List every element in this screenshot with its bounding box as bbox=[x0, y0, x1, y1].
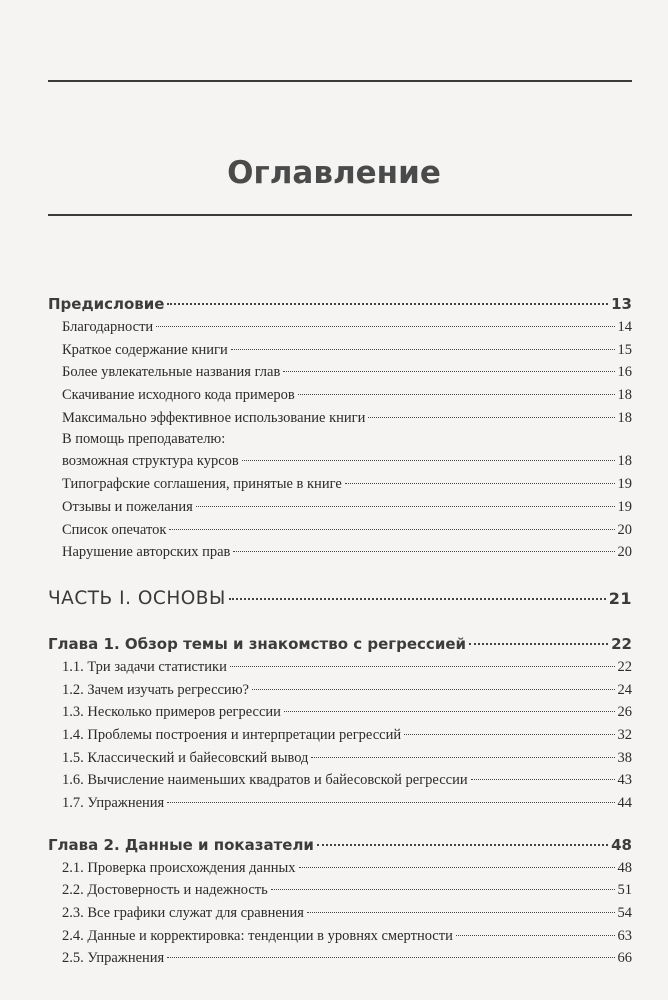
toc-entry-title: 2.2. Достоверность и надежность bbox=[62, 882, 268, 899]
toc-entry-page: 19 bbox=[617, 476, 632, 493]
toc-entry-title: ЧАСТЬ I. ОСНОВЫ bbox=[48, 587, 226, 609]
leader-dots bbox=[368, 417, 614, 418]
toc-entry[interactable] bbox=[48, 925, 632, 948]
toc-entry-title: Отзывы и пожелания bbox=[62, 498, 193, 515]
toc-preface[interactable] bbox=[48, 292, 632, 316]
toc-entry-page: 14 bbox=[617, 319, 632, 335]
leader-dots bbox=[271, 889, 615, 890]
toc-entry[interactable] bbox=[48, 361, 632, 384]
toc-entry-page: 18 bbox=[617, 453, 632, 470]
leader-dots bbox=[230, 666, 615, 667]
toc-entry-title-line1: В помощь преподавателю: bbox=[62, 431, 226, 448]
toc-entry[interactable] bbox=[48, 747, 632, 770]
top-rule bbox=[48, 80, 632, 82]
toc-entry[interactable] bbox=[48, 792, 632, 815]
toc-entry-title: Типографские соглашения, принятые в книге bbox=[62, 476, 342, 493]
toc-entry[interactable] bbox=[48, 769, 632, 792]
toc-entry-title: 1.7. Упражнения bbox=[62, 795, 165, 811]
toc-entry-title: Глава 1. Обзор темы и знакомство с регрессией bbox=[48, 634, 467, 653]
toc-entry-title: Предисловие bbox=[48, 295, 165, 313]
toc-entry[interactable] bbox=[48, 701, 632, 724]
toc-entry-page: 38 bbox=[617, 749, 632, 766]
toc-entry[interactable] bbox=[48, 679, 632, 702]
leader-dots bbox=[167, 957, 614, 958]
toc-entry[interactable] bbox=[48, 879, 632, 902]
toc-entry-page: 22 bbox=[617, 658, 632, 675]
toc-entry-page: 63 bbox=[617, 927, 632, 944]
toc-chapter-2[interactable] bbox=[48, 833, 632, 857]
toc-entry-page: 51 bbox=[617, 882, 632, 899]
leader-dots bbox=[284, 711, 615, 712]
toc-entry-title: Максимально эффективное использование книги bbox=[62, 409, 366, 426]
toc-entry-title: 2.5. Упражнения bbox=[62, 950, 165, 967]
toc-entry-page: 54 bbox=[617, 905, 632, 922]
toc-entry-title: Краткое содержание книги bbox=[62, 341, 228, 358]
leader-dots bbox=[242, 460, 615, 461]
toc-entry-page: 21 bbox=[608, 588, 632, 608]
toc-entry-title: 1.3. Несколько примеров регрессии bbox=[62, 704, 281, 721]
toc-entry[interactable] bbox=[48, 473, 632, 496]
toc-entry-title: 1.1. Три задачи статистики bbox=[62, 658, 227, 675]
leader-dots bbox=[456, 935, 615, 936]
toc-entry-title: 1.4. Проблемы построения и интерпретации регрессий bbox=[62, 726, 402, 743]
leader-dots bbox=[471, 779, 615, 780]
leader-dots bbox=[167, 802, 614, 803]
toc-entry-title: 1.6. Вычисление наименьших квадратов и байесовской регрессии bbox=[62, 772, 468, 789]
title-rule bbox=[48, 214, 632, 216]
toc-entry-page: 19 bbox=[617, 498, 632, 515]
toc-entry[interactable] bbox=[48, 429, 632, 473]
leader-dots bbox=[233, 551, 614, 552]
toc-entry-title: Нарушение авторских прав bbox=[62, 544, 231, 561]
leader-dots bbox=[169, 529, 614, 530]
toc-chapter-1[interactable] bbox=[48, 632, 632, 656]
toc-entry-page: 32 bbox=[617, 726, 632, 743]
toc-entry-page: 44 bbox=[617, 795, 632, 811]
toc-entry[interactable] bbox=[48, 407, 632, 430]
toc-entry-title: Благодарности bbox=[62, 319, 154, 335]
leader-dots bbox=[283, 371, 614, 372]
leader-dots bbox=[307, 912, 615, 913]
leader-dots bbox=[167, 303, 608, 305]
toc-entry-title: Скачивание исходного кода примеров bbox=[62, 387, 295, 404]
toc-entry[interactable] bbox=[48, 384, 632, 407]
toc-entry-page: 18 bbox=[617, 409, 632, 426]
toc-entry[interactable] bbox=[48, 902, 632, 925]
toc-entry[interactable] bbox=[48, 541, 632, 564]
leader-dots bbox=[299, 867, 615, 868]
toc-entry-title: 2.4. Данные и корректировка: тенденции в уровнях смертности bbox=[62, 927, 453, 944]
toc-entry-page: 13 bbox=[611, 295, 632, 313]
leader-dots bbox=[469, 643, 608, 645]
leader-dots bbox=[311, 757, 614, 758]
toc-entry-page: 66 bbox=[617, 950, 632, 967]
page-title: Оглавление bbox=[227, 155, 441, 191]
toc-entry-page: 16 bbox=[617, 364, 632, 381]
toc-entry-page: 26 bbox=[617, 704, 632, 721]
toc-entry-page: 48 bbox=[611, 835, 632, 854]
toc-entry[interactable] bbox=[48, 519, 632, 542]
toc-entry-page: 48 bbox=[617, 859, 632, 876]
table-of-contents bbox=[48, 292, 632, 970]
toc-entry-title: 2.3. Все графики служат для сравнения bbox=[62, 905, 304, 922]
toc-entry-title: Глава 2. Данные и показатели bbox=[48, 835, 314, 854]
toc-entry[interactable] bbox=[48, 496, 632, 519]
leader-dots bbox=[404, 734, 614, 735]
leader-dots bbox=[229, 598, 606, 600]
leader-dots bbox=[231, 349, 615, 350]
toc-entry-title: Список опечаток bbox=[62, 521, 167, 538]
toc-entry[interactable] bbox=[48, 724, 632, 747]
leader-dots bbox=[317, 844, 608, 846]
toc-part-1[interactable] bbox=[48, 584, 632, 614]
toc-entry-title: возможная структура курсов bbox=[62, 453, 239, 470]
leader-dots bbox=[252, 689, 615, 690]
leader-dots bbox=[298, 394, 615, 395]
toc-entry-title: 1.5. Классический и байесовский вывод bbox=[62, 749, 309, 766]
toc-entry-page: 22 bbox=[611, 634, 632, 653]
toc-entry-page: 20 bbox=[617, 544, 632, 561]
toc-entry-title: Более увлекательные названия глав bbox=[62, 364, 281, 381]
toc-entry-page: 18 bbox=[617, 387, 632, 404]
toc-entry-title: 2.1. Проверка происхождения данных bbox=[62, 859, 296, 876]
toc-entry-page: 20 bbox=[617, 521, 632, 538]
toc-entry[interactable] bbox=[48, 656, 632, 679]
toc-entry[interactable] bbox=[48, 339, 632, 362]
toc-entry[interactable] bbox=[48, 316, 632, 339]
toc-entry[interactable] bbox=[48, 947, 632, 970]
toc-entry-page: 24 bbox=[617, 681, 632, 698]
leader-dots bbox=[196, 506, 615, 507]
toc-entry[interactable] bbox=[48, 857, 632, 880]
toc-entry-title: 1.2. Зачем изучать регрессию? bbox=[62, 681, 249, 698]
leader-dots bbox=[345, 483, 615, 484]
toc-entry-page: 43 bbox=[617, 772, 632, 789]
toc-entry-page: 15 bbox=[617, 341, 632, 358]
leader-dots bbox=[156, 326, 614, 327]
